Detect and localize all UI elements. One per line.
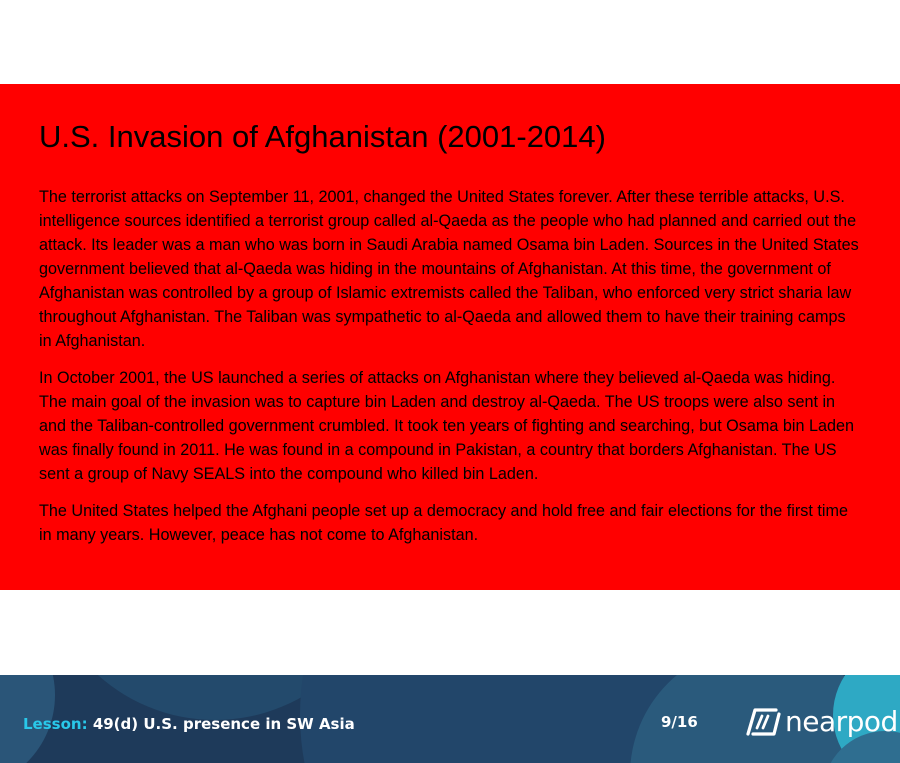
lesson-name: 49(d) U.S. presence in SW Asia (92, 715, 355, 733)
nearpod-logo (745, 705, 898, 739)
brand-name: nearpod (785, 705, 898, 738)
page-counter: 9/16 (661, 713, 698, 731)
slide-content (0, 84, 900, 590)
lesson-footer (0, 675, 900, 763)
lesson-label (23, 714, 355, 734)
paragraph-invasion: In October 2001, the US launched a series of attacks on Afghanistan where they believed al-Qaeda was hiding. The main goal of the invasion was to capture bin Laden and destroy al-Qaeda. The US troops were also sent in and the Taliban-controlled government crumbled. It took ten years of fighting and searching, but Osama bin Laden was finally found in 2011. He was found in a compound in Pakistan, a country that borders Afghanistan. The US sent a group of Navy SEALS into the compound who killed bin Laden. (39, 369, 854, 483)
paragraph-september-11: The terrorist attacks on September 11, 2001, changed the United States forever. After these terrible attacks, U.S. intelligence sources identified a terrorist group called al-Qaeda as the people who had planned and carried out the attack. Its leader was a man who was born in Saudi Arabia named Osama bin Laden. Sources in the United States government believed that al-Qaeda was hiding in the mountains of Afghanistan. At this time, the government of Afghanistan was controlled by a group of Islamic extremists called the Taliban, who enforced very strict sharia law throughout Afghanistan. The Taliban was sympathetic to al-Qaeda and allowed them to have their training camps in Afghanistan. (39, 188, 859, 350)
paragraph-democracy: The United States helped the Afghani people set up a democracy and hold free and fair elections for the first time in many years. However, peace has not come to Afghanistan. (39, 502, 848, 544)
slide-title: U.S. Invasion of Afghanistan (2001-2014) (39, 119, 606, 154)
slide-body (39, 185, 862, 547)
lesson-prefix: Lesson: (23, 715, 88, 733)
nearpod-logo-icon (745, 707, 781, 737)
